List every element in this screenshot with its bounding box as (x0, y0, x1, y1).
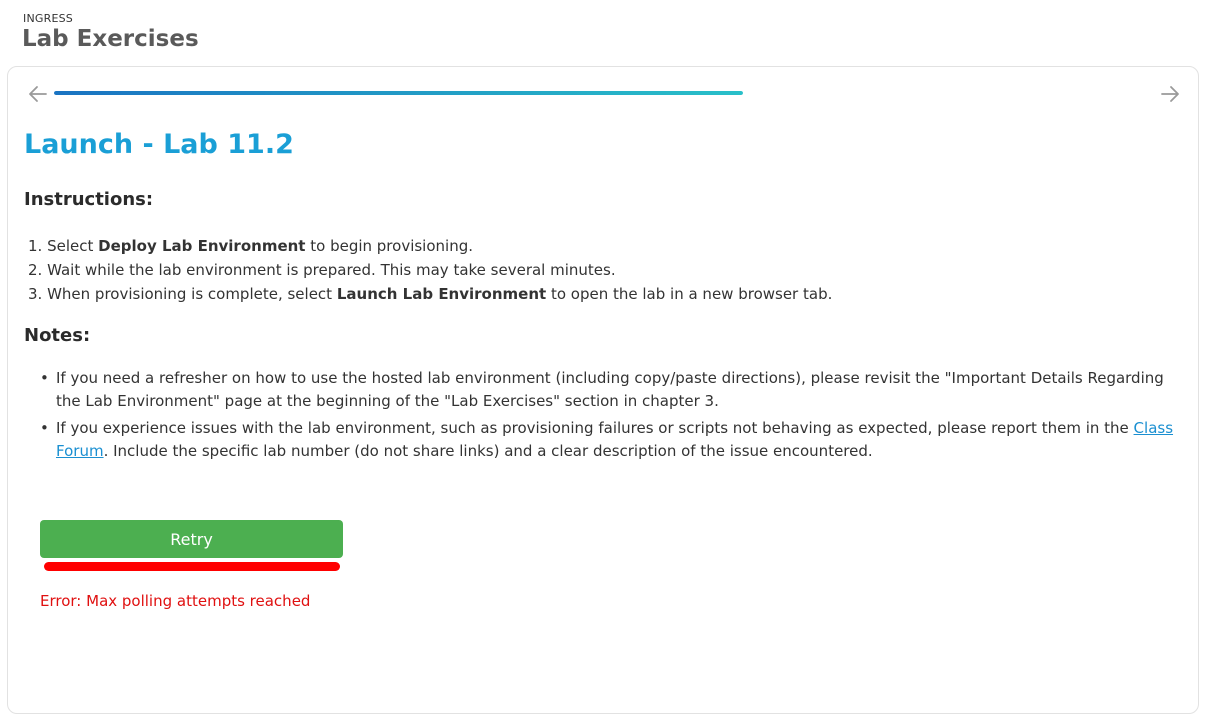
step-number: 1. (28, 237, 43, 255)
error-highlight-bar (44, 562, 340, 571)
arrow-left-icon[interactable] (26, 84, 50, 104)
instructions-heading: Instructions: (24, 189, 154, 210)
progress-bar (54, 91, 743, 95)
list-item (28, 259, 832, 283)
notes-list (40, 367, 1180, 467)
lab-card (7, 66, 1199, 714)
retry-button[interactable]: Retry (40, 520, 343, 558)
page-title: Lab Exercises (22, 26, 199, 52)
page-eyebrow: INGRESS (23, 12, 73, 25)
step-bold-text: Launch Lab Environment (336, 285, 547, 303)
step-text: to open the lab in a new browser tab. (546, 285, 833, 303)
step-text: When provisioning is complete, select (47, 285, 337, 303)
list-item (28, 283, 832, 307)
step-bold-text: Deploy Lab Environment (98, 237, 306, 255)
instructions-list (28, 235, 832, 307)
step-text: Wait while the lab environment is prepared. This may take several minutes. (47, 261, 616, 279)
progress-bar-fill (54, 91, 743, 95)
list-item (28, 235, 832, 259)
step-number: 3. (28, 285, 43, 303)
note-text: If you need a refresher on how to use the hosted lab environment (including copy/paste directions), please revisit the "Important Details Regarding the Lab Environment" page at the beginning of the "Lab Exercises" section in chapter 3. (56, 369, 1164, 410)
list-item (40, 367, 1180, 413)
class-forum-link[interactable]: Class Forum (56, 419, 1174, 460)
note-text: If you experience issues with the lab environment, such as provisioning failures or scripts not behaving as expected, please report them in the (56, 419, 1134, 437)
step-text: to begin provisioning. (305, 237, 473, 255)
list-item (40, 417, 1180, 463)
step-text: Select (47, 237, 99, 255)
note-text: . Include the specific lab number (do not share links) and a clear description of the issue encountered. (103, 442, 873, 460)
lab-title: Launch - Lab 11.2 (24, 129, 294, 160)
error-message: Error: Max polling attempts reached (40, 592, 311, 610)
notes-heading: Notes: (24, 325, 91, 346)
step-number: 2. (28, 261, 43, 279)
arrow-right-icon[interactable] (1158, 84, 1182, 104)
